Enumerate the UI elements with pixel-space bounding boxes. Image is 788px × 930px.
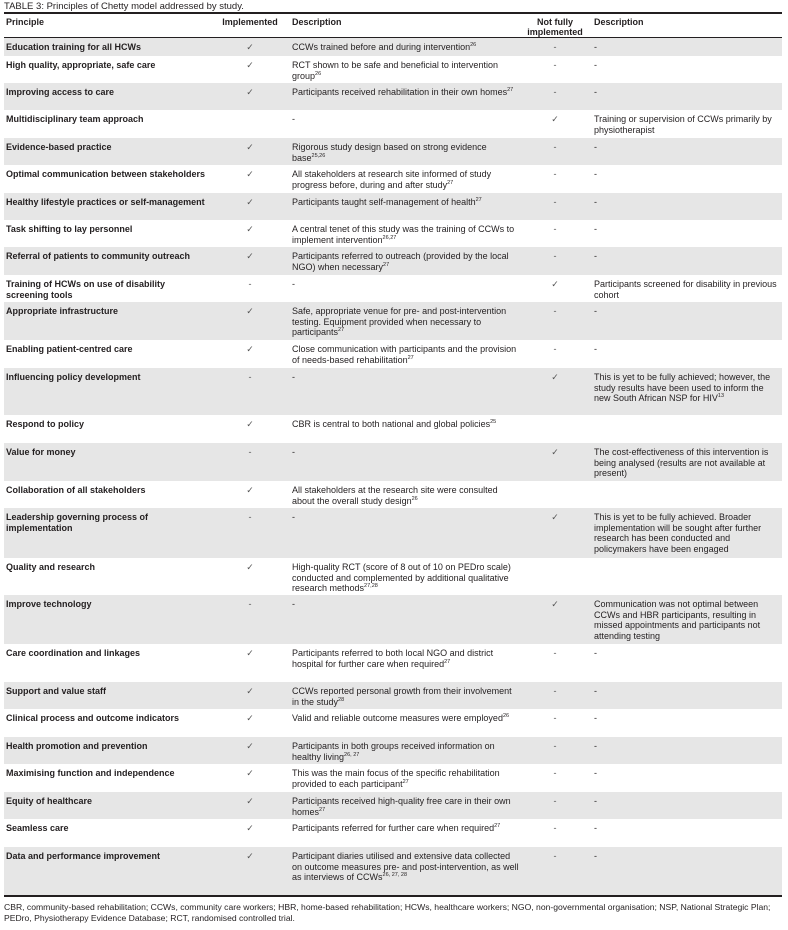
not-fully-cell: -: [553, 686, 557, 696]
table-row: [4, 56, 782, 83]
citation: 27: [338, 327, 345, 333]
description-text: Participants in both groups received information on healthy living: [292, 741, 495, 762]
not-fully-description-cell: [590, 713, 780, 737]
principle-cell: Task shifting to lay personnel: [6, 224, 133, 234]
not-fully-description-cell: [590, 512, 780, 558]
not-fully-description-cell: [590, 114, 780, 138]
principle-cell: Education training for all HCWs: [6, 42, 142, 52]
description-cell: [290, 823, 520, 847]
table-row: [4, 819, 782, 847]
description-text: The cost-effectiveness of this intervention is being analysed (results are not available at present): [594, 447, 769, 478]
header-description-2: Description: [594, 17, 644, 27]
description-cell: [290, 114, 520, 138]
description-text: -: [594, 686, 597, 696]
table-row: [4, 340, 782, 368]
not-fully-cell: -: [553, 224, 557, 234]
not-fully-cell: -: [553, 851, 557, 861]
table-row: [4, 302, 782, 340]
not-fully-cell: -: [553, 306, 557, 316]
implemented-cell: ✓: [246, 306, 254, 316]
description-text: -: [594, 306, 597, 316]
principle-cell: Evidence-based practice: [6, 142, 112, 152]
not-fully-description-cell: [590, 87, 780, 110]
not-fully-cell: -: [553, 60, 557, 70]
not-fully-description-cell: [590, 485, 780, 508]
description-text: -: [594, 823, 597, 833]
table-row: [4, 847, 782, 895]
description-text: Participant diaries utilised and extensive data collected on outcome measures pre- and post-intervention, as well as interviews of CCWs: [292, 851, 519, 882]
principle-cell: Healthy lifestyle practices or self-management: [6, 197, 205, 207]
not-fully-description-cell: [590, 796, 780, 819]
table-row: [4, 644, 782, 682]
implemented-cell: -: [248, 599, 252, 609]
implemented-cell: ✓: [246, 713, 254, 723]
citation: 27: [402, 778, 409, 785]
description-cell: [290, 599, 520, 644]
not-fully-description-cell: [590, 142, 780, 165]
citation: 27: [447, 179, 454, 186]
implemented-cell: ✓: [246, 823, 254, 833]
principle-cell: Clinical process and outcome indicators: [6, 713, 180, 723]
not-fully-description-cell: [590, 447, 780, 481]
implemented-cell: -: [248, 372, 252, 382]
description-cell: [290, 768, 520, 792]
table-body: [4, 38, 782, 895]
not-fully-description-cell: [590, 648, 780, 682]
description-text: CBR is central to both national and global policies: [292, 419, 491, 429]
not-fully-cell: -: [553, 42, 557, 52]
not-fully-cell: -: [553, 197, 557, 207]
description-text: -: [594, 142, 597, 152]
not-fully-description-cell: [590, 197, 780, 220]
citation: 26: [315, 70, 322, 77]
description-text: -: [292, 279, 295, 289]
description-cell: [290, 224, 520, 247]
implemented-cell: ✓: [246, 251, 254, 261]
principle-cell: Referral of patients to community outreach: [6, 251, 191, 261]
header-description: Description: [292, 17, 342, 27]
citation: 28: [338, 696, 345, 703]
table-row: [4, 415, 782, 443]
not-fully-description-cell: [590, 251, 780, 275]
description-text: -: [292, 114, 295, 124]
citation: 27: [475, 197, 482, 203]
table-row: [4, 368, 782, 415]
description-text: Participants referred for further care when required: [292, 823, 495, 833]
not-fully-description-cell: [590, 344, 780, 368]
principles-table: [4, 12, 782, 897]
description-text: CCWs trained before and during intervention: [292, 42, 471, 52]
description-text: -: [594, 851, 597, 861]
implemented-cell: [210, 114, 290, 138]
principle-cell: Training of HCWs on use of disability screening tools: [6, 279, 166, 300]
description-text: RCT shown to be safe and beneficial to intervention group: [292, 60, 498, 81]
description-text: -: [292, 512, 295, 522]
not-fully-description-cell: [590, 42, 780, 56]
table-caption: TABLE 3: Principles of Chetty model addressed by study.: [4, 1, 244, 12]
header-principle: Principle: [6, 17, 45, 27]
implemented-cell: ✓: [246, 87, 254, 97]
citation: 26, 27: [344, 751, 360, 758]
table-row: [4, 275, 782, 302]
implemented-cell: ✓: [246, 741, 254, 751]
principle-cell: Data and performance improvement: [6, 851, 161, 861]
description-cell: [290, 344, 520, 368]
citation: 27: [444, 658, 451, 665]
not-fully-description-cell: [590, 372, 780, 415]
citation: 27: [407, 354, 414, 361]
not-fully-cell: ✓: [551, 512, 559, 522]
implemented-cell: ✓: [246, 224, 254, 234]
description-text: Participants received rehabilitation in their own homes: [292, 87, 508, 97]
description-text: Close communication with participants and the provision of needs-based rehabilitation: [292, 344, 517, 365]
implemented-cell: ✓: [246, 142, 254, 152]
description-text: -: [292, 372, 295, 382]
not-fully-cell: -: [553, 741, 557, 751]
description-cell: [290, 279, 520, 302]
description-text: A central tenet of this study was the training of CCWs to implement intervention: [292, 224, 515, 245]
description-text: -: [594, 197, 597, 207]
table-row: [4, 595, 782, 644]
description-text: -: [594, 60, 597, 70]
table-row: [4, 737, 782, 764]
not-fully-description-cell: [590, 562, 780, 595]
description-text: This is yet to be fully achieved. Broader implementation will be sought after further research has been conducted and policymakers have been engaged: [594, 512, 762, 554]
description-cell: [290, 713, 520, 737]
citation: 25: [490, 419, 497, 425]
description-text: CCWs reported personal growth from their involvement in the study: [292, 686, 512, 707]
not-fully-description-cell: [590, 686, 780, 709]
not-fully-cell: -: [553, 796, 557, 806]
not-fully-cell: -: [553, 713, 557, 723]
description-cell: [290, 796, 520, 819]
description-text: -: [594, 251, 597, 261]
table-row: [4, 558, 782, 595]
principle-cell: Seamless care: [6, 823, 69, 833]
not-fully-cell: ✓: [551, 279, 559, 289]
principle-cell: Multidisciplinary team approach: [6, 114, 144, 124]
description-cell: [290, 648, 520, 682]
not-fully-cell: -: [553, 823, 557, 833]
not-fully-description-cell: [590, 419, 780, 443]
not-fully-description-cell: [590, 169, 780, 193]
description-text: Valid and reliable outcome measures were employed: [292, 713, 503, 723]
description-text: Rigorous study design based on strong evidence base: [292, 142, 487, 163]
description-text: -: [594, 169, 597, 179]
description-cell: [290, 485, 520, 508]
header-not-fully: Not fully implemented: [527, 17, 583, 37]
not-fully-cell: ✓: [551, 599, 559, 609]
description-text: This is yet to be fully achieved; however, the study results have been used to inform the new South African NSP for HIV: [594, 372, 771, 403]
table-row: [4, 220, 782, 247]
table-row: [4, 682, 782, 709]
description-text: Communication was not optimal between CCWs and HBR participants, resulting in missed appointments and participants not attending testing: [594, 599, 761, 641]
description-text: Participants referred to both local NGO and district hospital for further care when required: [292, 648, 494, 669]
principle-cell: High quality, appropriate, safe care: [6, 60, 156, 70]
principle-cell: Support and value staff: [6, 686, 107, 696]
table-row: [4, 792, 782, 819]
description-text: Participants taught self-management of health: [292, 197, 476, 207]
citation: 27: [507, 87, 514, 93]
description-text: -: [292, 447, 295, 457]
not-fully-description-cell: [590, 741, 780, 764]
not-fully-cell: -: [553, 251, 557, 261]
not-fully-description-cell: [590, 851, 780, 895]
table-row: [4, 247, 782, 275]
citation: 13: [717, 393, 725, 399]
implemented-cell: ✓: [246, 562, 254, 572]
citation: 26: [502, 713, 510, 719]
table-row: [4, 709, 782, 737]
description-cell: [290, 87, 520, 110]
description-cell: [290, 512, 520, 558]
not-fully-description-cell: [590, 768, 780, 792]
principle-cell: Optimal communication between stakeholders: [6, 169, 206, 179]
description-text: Safe, appropriate venue for pre- and post-intervention testing. Equipment provided when necessary to participants: [292, 306, 507, 337]
table-row: [4, 165, 782, 193]
principle-cell: Maximising function and independence: [6, 768, 175, 778]
description-cell: [290, 741, 520, 764]
table-row: [4, 138, 782, 165]
principle-cell: Care coordination and linkages: [6, 648, 141, 658]
description-cell: [290, 169, 520, 193]
description-cell: [290, 562, 520, 595]
principle-cell: Health promotion and prevention: [6, 741, 148, 751]
description-text: -: [594, 741, 597, 751]
not-fully-cell: -: [553, 344, 557, 354]
not-fully-cell: ✓: [551, 447, 559, 457]
not-fully-cell: -: [553, 87, 557, 97]
implemented-cell: ✓: [246, 419, 254, 429]
implemented-cell: ✓: [246, 197, 254, 207]
citation: 27: [494, 823, 501, 829]
not-fully-description-cell: [590, 823, 780, 847]
implemented-cell: ✓: [246, 686, 254, 696]
description-text: -: [292, 599, 295, 609]
implemented-cell: ✓: [246, 60, 254, 70]
implemented-cell: ✓: [246, 42, 254, 52]
citation: 26: [470, 42, 477, 48]
description-text: -: [594, 344, 597, 354]
table-header: [4, 14, 782, 38]
table-row: [4, 193, 782, 220]
description-text: Participants referred to outreach (provided by the local NGO) when necessary: [292, 251, 509, 272]
implemented-cell: ✓: [246, 169, 254, 179]
citation: 26: [411, 495, 418, 502]
not-fully-description-cell: [590, 279, 780, 302]
principle-cell: Enabling patient-centred care: [6, 344, 133, 354]
citation: 26, 27, 28: [382, 872, 407, 878]
implemented-cell: -: [248, 279, 252, 289]
implemented-cell: ✓: [246, 768, 254, 778]
citation: 27: [383, 261, 390, 268]
table-row: [4, 443, 782, 481]
not-fully-description-cell: [590, 60, 780, 83]
principle-cell: Quality and research: [6, 562, 96, 572]
description-text: Participants screened for disability in previous cohort: [594, 279, 777, 300]
description-cell: [290, 686, 520, 709]
implemented-cell: -: [248, 447, 252, 457]
citation: 25,26: [311, 152, 326, 159]
table-row: [4, 38, 782, 56]
citation: 27: [319, 806, 326, 813]
table-row: [4, 110, 782, 138]
principle-cell: Appropriate infrastructure: [6, 306, 119, 316]
not-fully-cell: -: [553, 648, 557, 658]
principle-cell: Leadership governing process of implementation: [6, 512, 149, 533]
principle-cell: Value for money: [6, 447, 76, 457]
table-row: [4, 83, 782, 110]
description-text: -: [594, 713, 597, 723]
description-cell: [290, 251, 520, 275]
description-text: Training or supervision of CCWs primarily by physiotherapist: [594, 114, 772, 135]
description-cell: [290, 419, 520, 443]
description-text: -: [594, 648, 597, 658]
implemented-cell: ✓: [246, 796, 254, 806]
description-text: Participants received high-quality free care in their own homes: [292, 796, 511, 817]
principle-cell: Influencing policy development: [6, 372, 141, 382]
principle-cell: Improve technology: [6, 599, 92, 609]
not-fully-description-cell: [590, 224, 780, 247]
description-cell: [290, 447, 520, 481]
citation: 27,28: [364, 583, 378, 589]
table-row: [4, 764, 782, 792]
description-text: -: [594, 768, 597, 778]
principle-cell: Collaboration of all stakeholders: [6, 485, 146, 495]
implemented-cell: -: [248, 512, 252, 522]
description-text: -: [594, 87, 597, 97]
description-cell: [290, 60, 520, 83]
not-fully-description-cell: [590, 306, 780, 340]
not-fully-cell: [520, 562, 590, 595]
description-cell: [290, 142, 520, 165]
description-text: -: [594, 224, 597, 234]
not-fully-cell: ✓: [551, 114, 559, 124]
not-fully-description-cell: [590, 599, 780, 644]
not-fully-cell: -: [553, 142, 557, 152]
table-row: [4, 481, 782, 508]
principle-cell: Respond to policy: [6, 419, 85, 429]
description-cell: [290, 42, 520, 56]
not-fully-cell: [520, 419, 590, 443]
description-text: High-quality RCT (score of 8 out of 10 on PEDro scale) conducted and complemented by additional qualitative research methods: [292, 562, 511, 593]
not-fully-cell: [520, 485, 590, 508]
not-fully-cell: -: [553, 169, 557, 179]
implemented-cell: ✓: [246, 851, 254, 861]
description-text: All stakeholders at the research site were consulted about the overall study design: [292, 485, 498, 506]
implemented-cell: ✓: [246, 648, 254, 658]
description-cell: [290, 372, 520, 415]
principle-cell: Equity of healthcare: [6, 796, 93, 806]
implemented-cell: ✓: [246, 344, 254, 354]
not-fully-cell: -: [553, 768, 557, 778]
table-row: [4, 508, 782, 558]
description-text: This was the main focus of the specific rehabilitation provided to each participant: [292, 768, 500, 789]
not-fully-cell: ✓: [551, 372, 559, 382]
description-text: -: [594, 42, 597, 52]
description-cell: [290, 851, 520, 895]
implemented-cell: ✓: [246, 485, 254, 495]
citation: 26,27: [382, 234, 397, 241]
description-cell: [290, 306, 520, 340]
description-text: All stakeholders at research site informed of study progress before, during and after study: [292, 169, 492, 190]
description-text: -: [594, 796, 597, 806]
principle-cell: Improving access to care: [6, 87, 115, 97]
header-implemented: Implemented: [222, 17, 278, 27]
table-footnote: CBR, community-based rehabilitation; CCWs, community care workers; HBR, home-based rehabilitation; HCWs, healthcare workers; NGO, non-governmental organisation; NSP, National Strategic Plan; PEDro, Physiotherapy Evidence Database; RCT, randomised controlled trial.: [4, 902, 771, 923]
description-cell: [290, 197, 520, 220]
